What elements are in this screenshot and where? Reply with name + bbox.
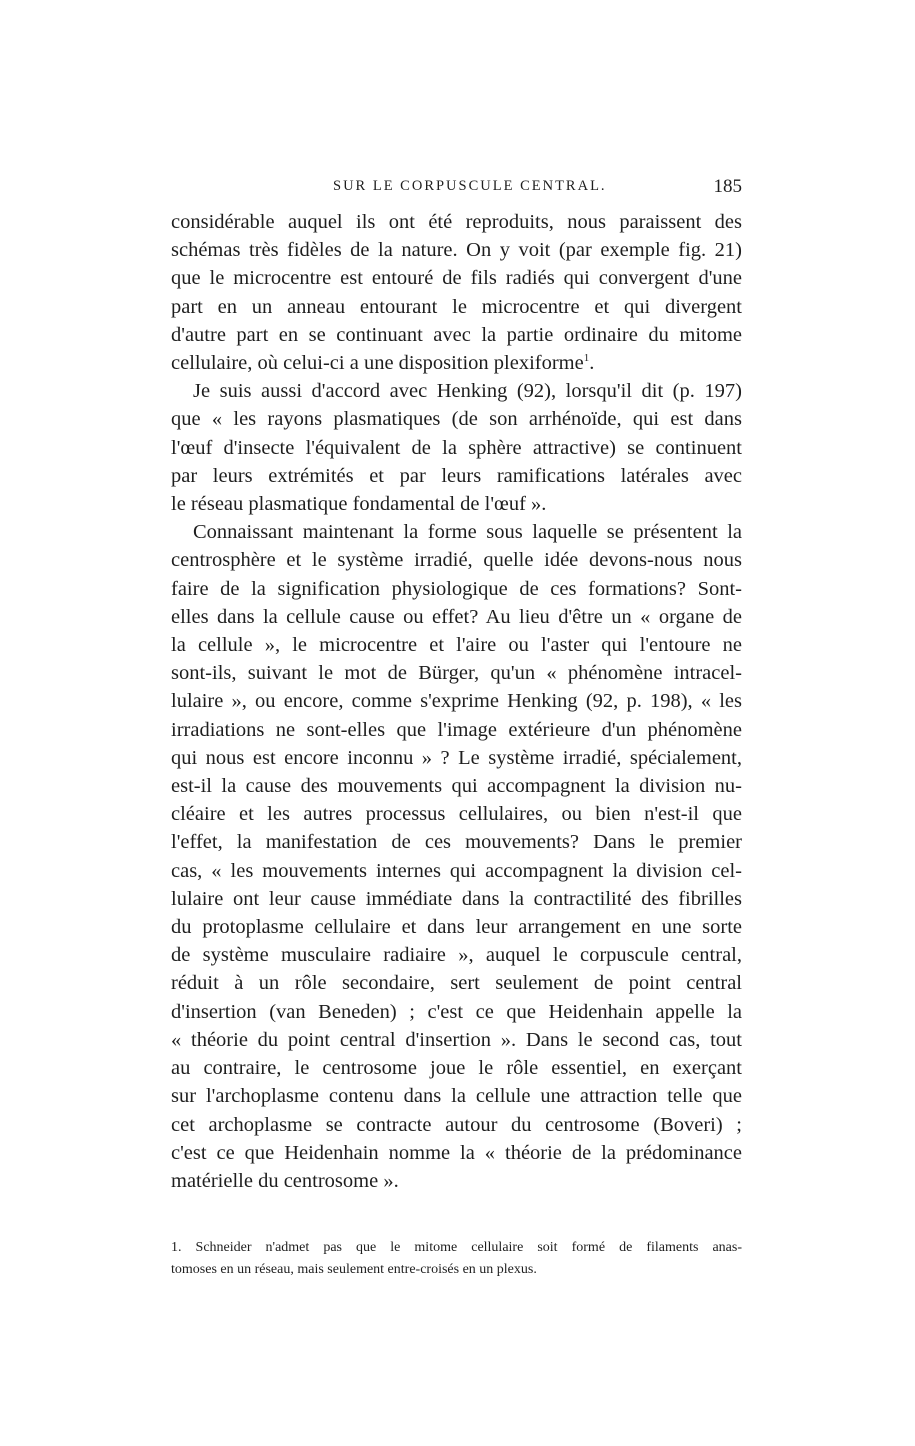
text-line: cléaire et les autres processus cellulaires, ou bien n'est-il que bbox=[171, 803, 742, 826]
text-line: que « les rayons plasmatiques (de son arrhénoïde, qui est dans bbox=[171, 408, 742, 431]
text-line: d'insertion (van Beneden) ; c'est ce que Heidenhain appelle la bbox=[171, 1000, 742, 1023]
text-line: que le microcentre est entouré de fils radiés qui convergent d'une bbox=[171, 267, 742, 290]
text-line: sont-ils, suivant le mot de Bürger, qu'un « phénomène intracel- bbox=[171, 662, 742, 685]
text-line: matérielle du centrosome ». bbox=[171, 1169, 399, 1192]
text-line: par leurs extrémités et par leurs ramifications latérales avec bbox=[171, 464, 742, 487]
text-line: cas, « les mouvements internes qui accompagnent la division cel- bbox=[171, 859, 742, 882]
footnote-ref[interactable]: 1 bbox=[583, 352, 590, 365]
text-line: qui nous est encore inconnu » ? Le système irradié, spécialement, bbox=[171, 746, 742, 769]
text-line: centrosphère et le système irradié, quelle idée devons-nous nous bbox=[171, 549, 742, 572]
text-line: « théorie du point central d'insertion ». Dans le second cas, tout bbox=[171, 1028, 742, 1051]
paragraph-2 bbox=[171, 377, 742, 518]
body-text bbox=[171, 208, 742, 1195]
text-line: au contraire, le centrosome joue le rôle essentiel, en exerçant bbox=[171, 1057, 742, 1080]
footnote bbox=[171, 1237, 742, 1281]
text-line: faire de la signification physiologique de ces formations? Sont- bbox=[171, 577, 742, 600]
text-line: Je suis aussi d'accord avec Henking (92), lorsqu'il dit (p. 197) bbox=[193, 380, 742, 403]
text-line: est-il la cause des mouvements qui accompagnent la division nu- bbox=[171, 775, 742, 798]
text-line: d'autre part en se continuant avec la partie ordinaire du mitome bbox=[171, 323, 742, 346]
text-line: la cellule », le microcentre et l'aire ou l'aster qui l'entoure ne bbox=[171, 634, 742, 657]
text-line: lulaire ont leur cause immédiate dans la contractilité des fibrilles bbox=[171, 887, 742, 910]
text-line: considérable auquel ils ont été reproduits, nous paraissent des bbox=[171, 211, 742, 233]
text-line: elles dans la cellule cause ou effet? Au lieu d'être un « organe de bbox=[171, 605, 742, 628]
footnote-line: 1. Schneider n'admet pas que le mitome cellulaire soit formé de filaments anas- bbox=[171, 1240, 742, 1255]
text-line-with-note bbox=[171, 349, 742, 377]
paragraph-3 bbox=[171, 518, 742, 1195]
text-line: de système musculaire radiaire », auquel le corpuscule central, bbox=[171, 944, 742, 967]
page-header bbox=[171, 176, 742, 200]
text-line: schémas très fidèles de la nature. On y voit (par exemple fig. 21) bbox=[171, 239, 742, 262]
text-line: Connaissant maintenant la forme sous laquelle se présentent la bbox=[193, 521, 742, 544]
text-line: l'œuf d'insecte l'équivalent de la sphère attractive) se continuent bbox=[171, 436, 742, 459]
text-line: réduit à un rôle secondaire, sert seulement de point central bbox=[171, 972, 742, 995]
footnote-line: tomoses en un réseau, mais seulement entre-croisés en un plexus. bbox=[171, 1262, 537, 1277]
text-line: l'effet, la manifestation de ces mouvements? Dans le premier bbox=[171, 831, 742, 854]
text-line: cet archoplasme se contracte autour du centrosome (Boveri) ; bbox=[171, 1113, 742, 1136]
running-head: SUR LE CORPUSCULE CENTRAL. bbox=[333, 178, 607, 194]
text-fragment: cellulaire, où celui-ci a une disposition plexiforme bbox=[171, 352, 584, 375]
text-fragment: . bbox=[589, 352, 595, 375]
text-line: c'est ce que Heidenhain nomme la « théorie de la prédominance bbox=[171, 1141, 742, 1164]
page-number: 185 bbox=[713, 176, 742, 197]
text-line: du protoplasme cellulaire et dans leur arrangement en une sorte bbox=[171, 916, 742, 939]
text-line: part en un anneau entourant le microcentre et qui divergent bbox=[171, 295, 742, 318]
text-line: irradiations ne sont-elles que l'image extérieure d'un phénomène bbox=[171, 718, 742, 741]
text-line: sur l'archoplasme contenu dans la cellule une attraction telle que bbox=[171, 1085, 742, 1108]
text-line: lulaire », ou encore, comme s'exprime Henking (92, p. 198), « les bbox=[171, 690, 742, 713]
text-line: le réseau plasmatique fondamental de l'œuf ». bbox=[171, 493, 547, 516]
paragraph-1 bbox=[171, 208, 742, 377]
